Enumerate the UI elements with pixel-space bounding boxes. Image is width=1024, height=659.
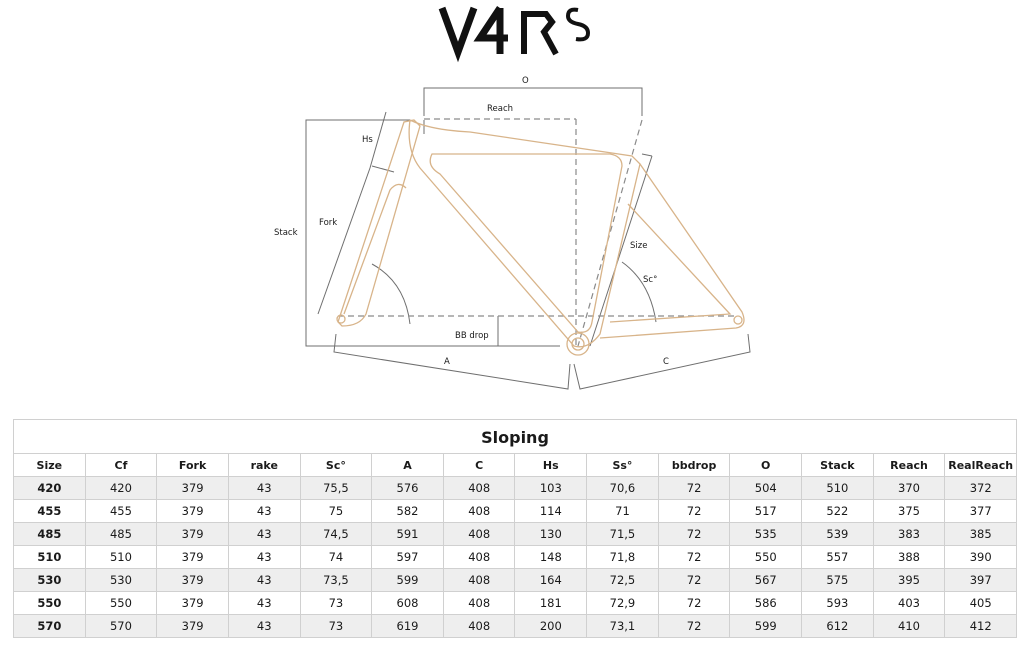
- table-row: [14, 546, 1017, 569]
- table-cell: 586: [730, 592, 802, 615]
- table-cell: 612: [802, 615, 874, 638]
- table-cell: 550: [85, 592, 157, 615]
- table-cell: 200: [515, 615, 587, 638]
- table-cell: 379: [157, 500, 229, 523]
- table-cell: 591: [372, 523, 444, 546]
- column-header: O: [730, 454, 802, 477]
- fork-label: Fork: [319, 218, 338, 228]
- table-cell: 597: [372, 546, 444, 569]
- table-cell: 510: [802, 477, 874, 500]
- column-header: Hs: [515, 454, 587, 477]
- column-header: Size: [14, 454, 86, 477]
- table-cell: 73: [300, 592, 372, 615]
- column-header: Sc°: [300, 454, 372, 477]
- sc-angle-label: Sc°: [643, 275, 658, 285]
- table-body: [14, 477, 1017, 638]
- table-cell: 379: [157, 523, 229, 546]
- table-cell: 75,5: [300, 477, 372, 500]
- table-cell: 390: [945, 546, 1017, 569]
- size-cell: 550: [14, 592, 86, 615]
- table-row: [14, 523, 1017, 546]
- table-cell: 72,9: [587, 592, 659, 615]
- geometry-table: [13, 419, 1017, 638]
- table-cell: 455: [85, 500, 157, 523]
- table-row: [14, 615, 1017, 638]
- table-cell: 379: [157, 477, 229, 500]
- table-cell: 397: [945, 569, 1017, 592]
- table-cell: 43: [228, 500, 300, 523]
- table-cell: 530: [85, 569, 157, 592]
- table-cell: 504: [730, 477, 802, 500]
- column-header: Ss°: [587, 454, 659, 477]
- table-cell: 539: [802, 523, 874, 546]
- table-cell: 43: [228, 546, 300, 569]
- table-cell: 599: [730, 615, 802, 638]
- size-cell: 570: [14, 615, 86, 638]
- size-cell: 455: [14, 500, 86, 523]
- table-cell: 408: [443, 592, 515, 615]
- table-cell: 73,5: [300, 569, 372, 592]
- table-cell: 164: [515, 569, 587, 592]
- table-cell: 72: [658, 592, 730, 615]
- table-cell: 510: [85, 546, 157, 569]
- table-cell: 114: [515, 500, 587, 523]
- table-cell: 71,5: [587, 523, 659, 546]
- table-cell: 412: [945, 615, 1017, 638]
- table-cell: 405: [945, 592, 1017, 615]
- table-cell: 593: [802, 592, 874, 615]
- table-cell: 550: [730, 546, 802, 569]
- table-title: Sloping: [13, 419, 1017, 453]
- table-cell: 485: [85, 523, 157, 546]
- table-cell: 567: [730, 569, 802, 592]
- column-header: RealReach: [945, 454, 1017, 477]
- size-cell: 485: [14, 523, 86, 546]
- table-cell: 72: [658, 523, 730, 546]
- table-cell: 619: [372, 615, 444, 638]
- table-cell: 75: [300, 500, 372, 523]
- table-cell: 408: [443, 546, 515, 569]
- table-cell: 408: [443, 615, 515, 638]
- c-label: C: [663, 357, 669, 367]
- table-cell: 74,5: [300, 523, 372, 546]
- table-cell: 181: [515, 592, 587, 615]
- table-cell: 72: [658, 569, 730, 592]
- table-row: [14, 569, 1017, 592]
- table-cell: 72: [658, 500, 730, 523]
- table-cell: 375: [873, 500, 945, 523]
- table-row: [14, 500, 1017, 523]
- table-cell: 103: [515, 477, 587, 500]
- c-dimension: [574, 334, 750, 389]
- column-header: bbdrop: [658, 454, 730, 477]
- frame-outline: [337, 120, 744, 355]
- column-header: A: [372, 454, 444, 477]
- table-cell: 130: [515, 523, 587, 546]
- table-cell: 43: [228, 477, 300, 500]
- table-header-row: [14, 454, 1017, 477]
- table-cell: 557: [802, 546, 874, 569]
- table-cell: 395: [873, 569, 945, 592]
- table-cell: 73: [300, 615, 372, 638]
- column-header: Stack: [802, 454, 874, 477]
- table-cell: 383: [873, 523, 945, 546]
- table-cell: 582: [372, 500, 444, 523]
- table-cell: 608: [372, 592, 444, 615]
- table-cell: 43: [228, 523, 300, 546]
- table-cell: 575: [802, 569, 874, 592]
- table-cell: 535: [730, 523, 802, 546]
- size-cell: 530: [14, 569, 86, 592]
- table-cell: 71: [587, 500, 659, 523]
- hs-label: Hs: [362, 135, 373, 145]
- column-header: Cf: [85, 454, 157, 477]
- table-cell: 70,6: [587, 477, 659, 500]
- a-label: A: [444, 357, 450, 367]
- table-cell: 379: [157, 615, 229, 638]
- size-cell: 510: [14, 546, 86, 569]
- table-row: [14, 477, 1017, 500]
- table-row: [14, 592, 1017, 615]
- table-cell: 599: [372, 569, 444, 592]
- table-cell: 148: [515, 546, 587, 569]
- table-cell: 379: [157, 592, 229, 615]
- table-cell: 570: [85, 615, 157, 638]
- table-cell: 372: [945, 477, 1017, 500]
- table-cell: 408: [443, 569, 515, 592]
- bbdrop-label: BB drop: [455, 331, 489, 341]
- column-header: C: [443, 454, 515, 477]
- table-cell: 72,5: [587, 569, 659, 592]
- size-label: Size: [630, 241, 648, 251]
- table-cell: 517: [730, 500, 802, 523]
- o-dimension: [424, 88, 642, 116]
- table-cell: 388: [873, 546, 945, 569]
- brand-logo: [412, 0, 612, 64]
- table-cell: 408: [443, 523, 515, 546]
- table-cell: 379: [157, 569, 229, 592]
- a-dimension: [334, 334, 570, 389]
- table-cell: 408: [443, 477, 515, 500]
- table-cell: 420: [85, 477, 157, 500]
- table-cell: 385: [945, 523, 1017, 546]
- column-header: Fork: [157, 454, 229, 477]
- table-cell: 43: [228, 592, 300, 615]
- table-cell: 370: [873, 477, 945, 500]
- column-header: Reach: [873, 454, 945, 477]
- stack-label: Stack: [274, 228, 298, 238]
- seat-angle-arc: [622, 262, 656, 322]
- table-cell: 72: [658, 615, 730, 638]
- table-cell: 410: [873, 615, 945, 638]
- table-cell: 408: [443, 500, 515, 523]
- reach-label: Reach: [487, 104, 514, 114]
- table-cell: 72: [658, 477, 730, 500]
- geometry-diagram: [0, 64, 1024, 396]
- table-cell: 43: [228, 569, 300, 592]
- table-cell: 71,8: [587, 546, 659, 569]
- table-cell: 576: [372, 477, 444, 500]
- table-cell: 377: [945, 500, 1017, 523]
- table-cell: 522: [802, 500, 874, 523]
- table-cell: 74: [300, 546, 372, 569]
- table-cell: 403: [873, 592, 945, 615]
- table-cell: 72: [658, 546, 730, 569]
- table-cell: 379: [157, 546, 229, 569]
- o-label: O: [522, 76, 529, 86]
- table-cell: 73,1: [587, 615, 659, 638]
- size-cell: 420: [14, 477, 86, 500]
- table-cell: 43: [228, 615, 300, 638]
- column-header: rake: [228, 454, 300, 477]
